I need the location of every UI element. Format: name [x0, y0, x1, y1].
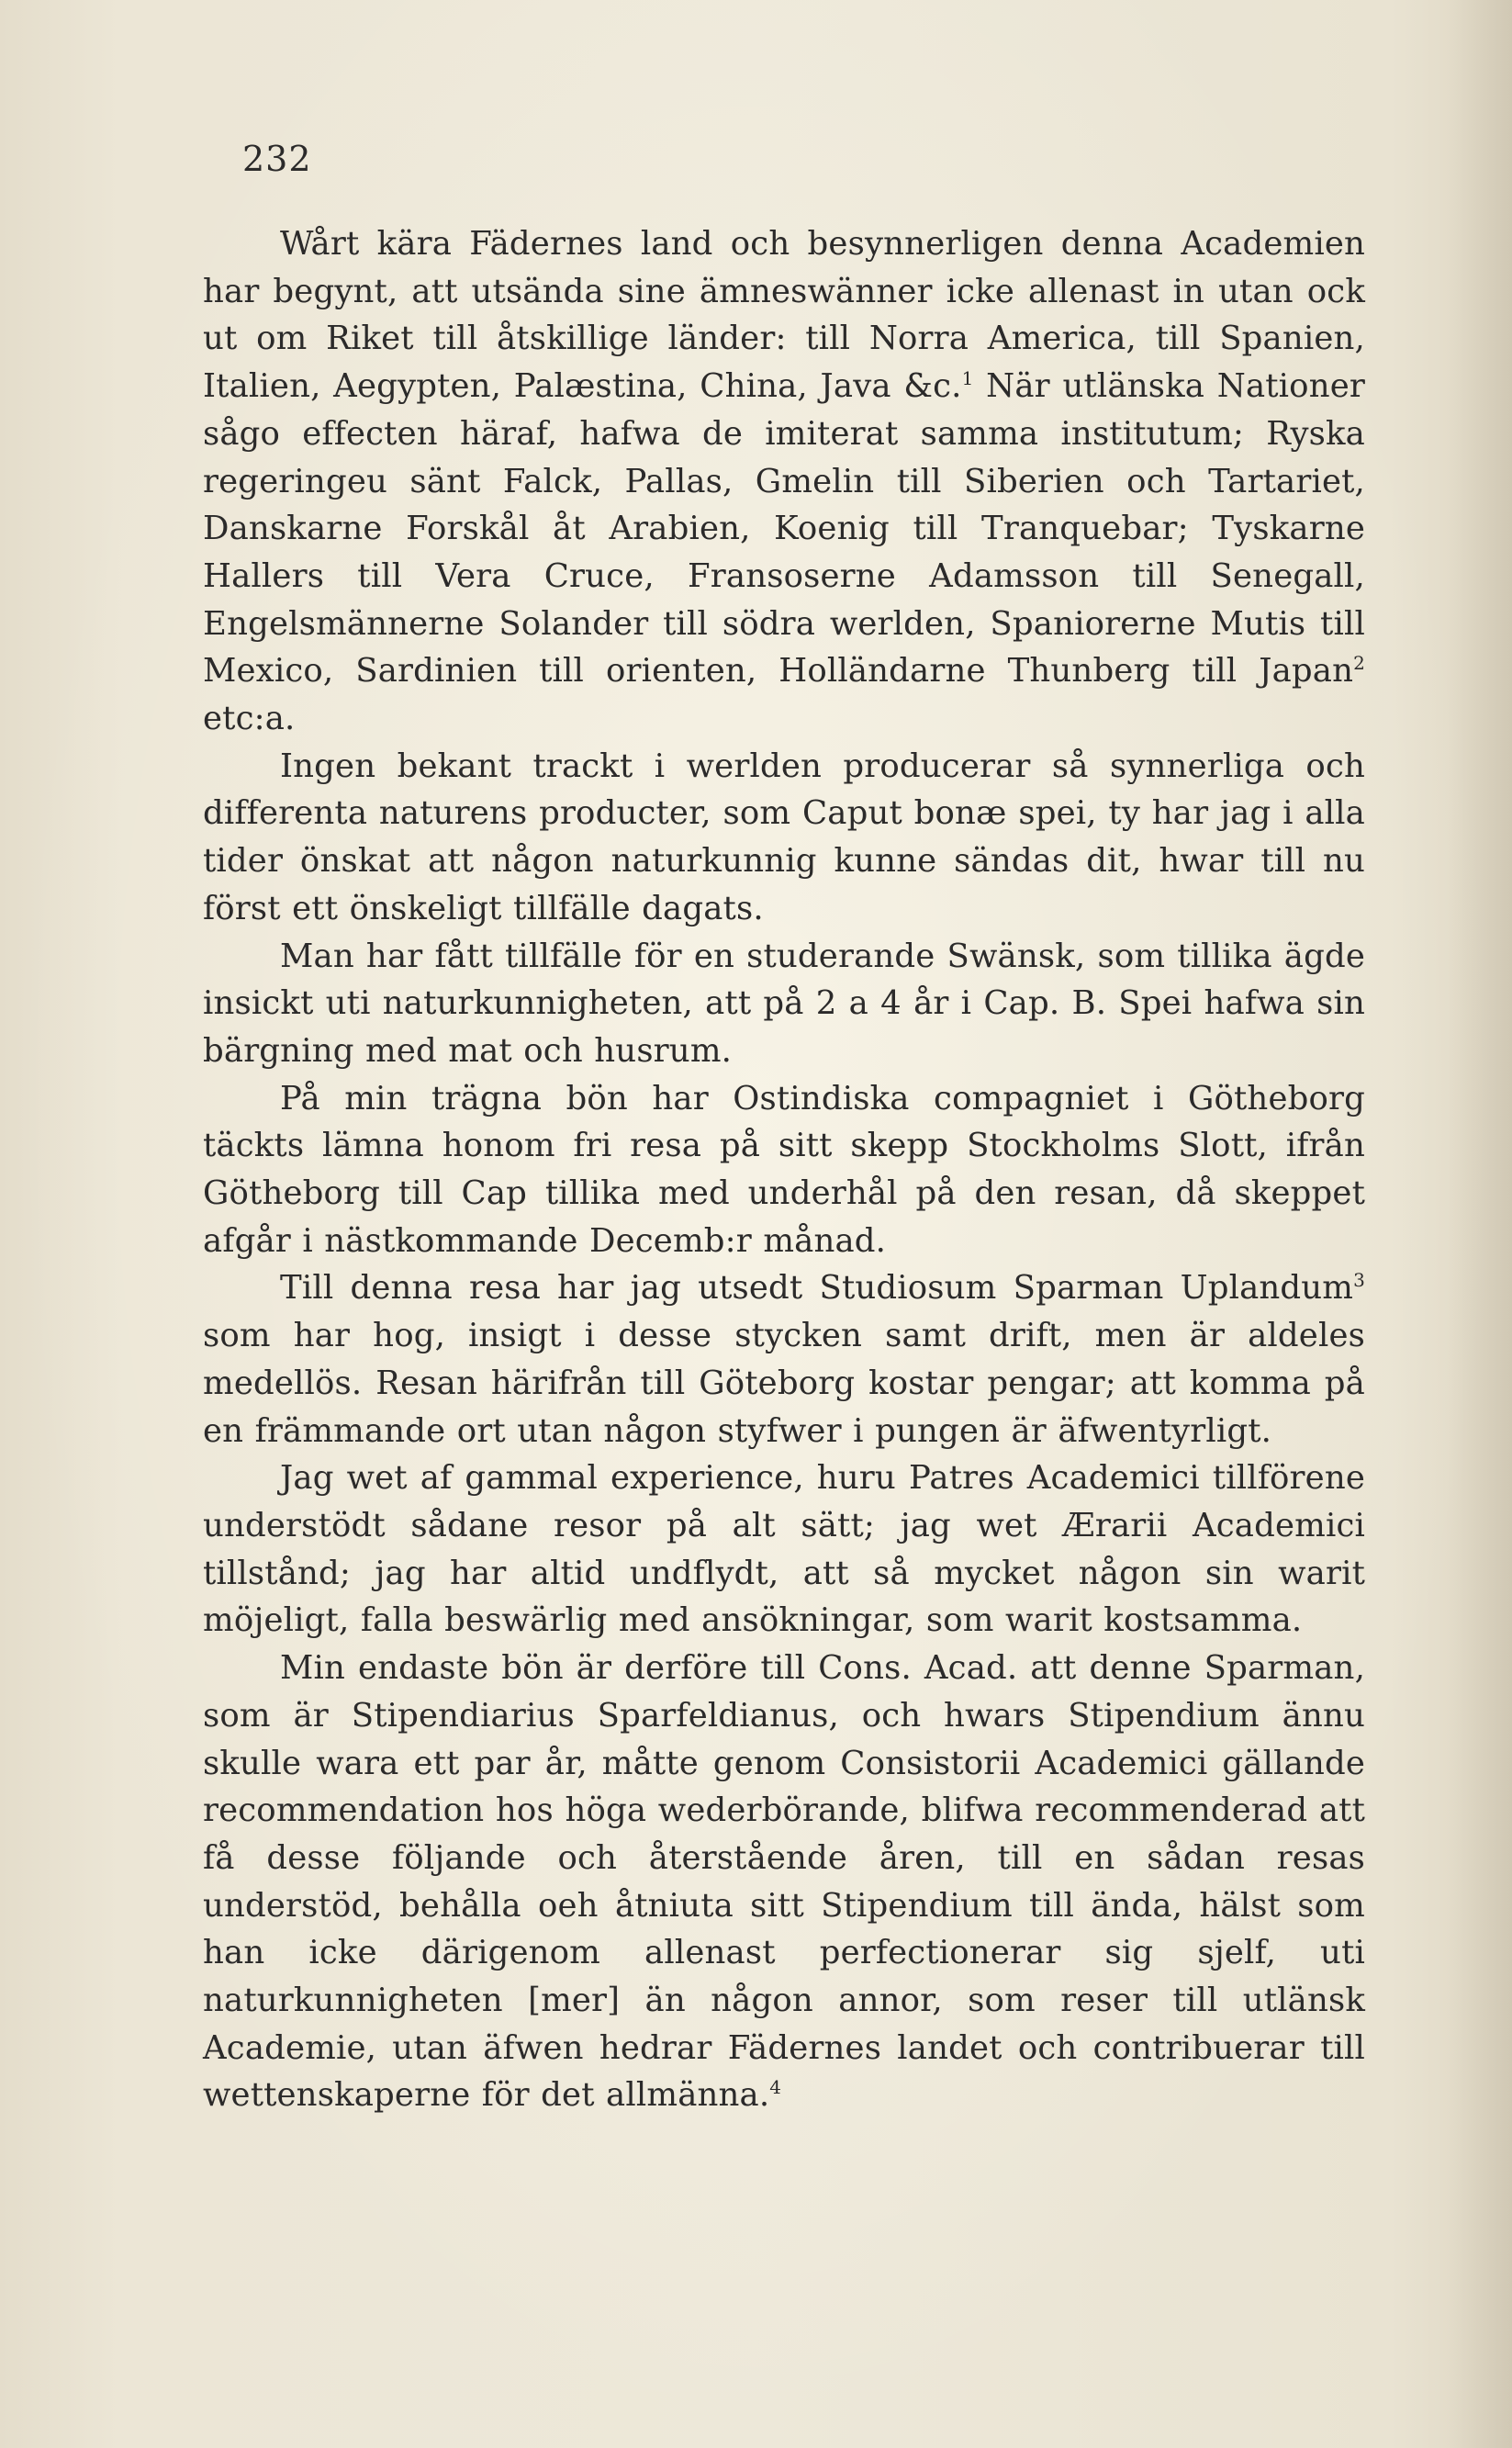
- paragraph-4: [203, 1075, 1365, 1265]
- footnote-marker: 4: [769, 2076, 782, 2099]
- text-run: Wårt kära Fädernes land och besynnerligen denna Academien har begynt, att utsända sine ämneswänner icke allenast in utan ock ut om Riket till åtskillige länder: till Norra America, till Spanien, Italien, Aegypten, Palæstina, China, Java &c.: [203, 225, 1365, 406]
- footnote-marker: 1: [961, 367, 974, 390]
- text-run: När utlänska Nationer sågo effecten häraf, hafwa de imiterat samma institutum; Ryska regeringeu sänt Falck, Pallas, Gmelin till Siberien och Tartariet, Danskarne Forskål åt Arabien, Koenig till Tranquebar; Tyskarne Hallers till Vera Cruce, Fransoserne Adamsson till Senegall, Engelsmännerne Solander till södra werlden, Spaniorerne Mutis till Mexico, Sardinien till orienten, Holländarne Thunberg till Japan: [203, 367, 1365, 691]
- text-run: Jag wet af gammal experience, huru Patres Academici tillförene understödt sådane resor på alt sätt; jag wet Ærarii Academici tillstånd; jag har altid undflydt, att så mycket någon sin warit möjeligt, falla beswärlig med ansökningar, som warit kostsamma.: [203, 1459, 1365, 1640]
- paragraph-1: [203, 220, 1365, 743]
- footnote-marker: 3: [1353, 1269, 1365, 1292]
- text-run: Min endaste bön är derföre till Cons. Acad. att denne Sparman, som är Stipendiarius Sparfeldianus, och hwars Stipendium ännu skulle wara ett par år, måtte genom Consistorii Academici gällande recommendation hos höga wederbörande, blifwa recommenderad att få desse följande och återstående åren, till en sådan resas understöd, behålla oeh åtniuta sitt Stipendium till ända, hälst som han icke därigenom allenast perfectionerar sig sjelf, uti naturkunnigheten [mer] än någon annor, som reser till utlänsk Academie, utan äfwen hedrar Fädernes landet och contribuerar till wettenskaperne för det allmänna.: [203, 1649, 1365, 2115]
- text-run: som har hog, insigt i desse stycken samt drift, men är aldeles medellös. Resan härifrån till Göteborg kostar pengar; att komma på en främmande ort utan någon styfwer i pungen är äfwentyrligt.: [203, 1317, 1365, 1450]
- footnote-marker: 2: [1353, 652, 1365, 675]
- paragraph-6: [203, 1454, 1365, 1645]
- text-run: Ingen bekant trackt i werlden producerar så synnerliga och differenta naturens producter, som Caput bonæ spei, ty har jag i alla tider önskat att någon naturkunnig kunne sändas dit, hwar till nu först ett önskeligt tillfälle dagats.: [203, 747, 1365, 927]
- paragraph-3: [203, 933, 1365, 1075]
- paragraph-7: [203, 1645, 1365, 2119]
- page-number: 232: [242, 139, 312, 179]
- text-run: etc:a.: [203, 700, 296, 738]
- text-run: På min trägna bön har Ostindiska compagniet i Götheborg täckts lämna honom fri resa på sitt skepp Stockholms Slott, ifrån Götheborg till Cap tillika med underhål på den resan, då skeppet afgår i nästkommande Decemb:r månad.: [203, 1079, 1365, 1260]
- paragraph-5: [203, 1264, 1365, 1454]
- page-edge-shadow: [1448, 0, 1512, 2448]
- body-text: [203, 220, 1365, 2119]
- paragraph-2: [203, 743, 1365, 933]
- text-run: Till denna resa har jag utsedt Studiosum Sparman Uplandum: [280, 1269, 1354, 1308]
- text-run: Man har fått tillfälle för en studerande Swänsk, som tillika ägde insickt uti naturkunnigheten, att på 2 a 4 år i Cap. B. Spei hafwa sin bärgning med mat och husrum.: [203, 937, 1365, 1070]
